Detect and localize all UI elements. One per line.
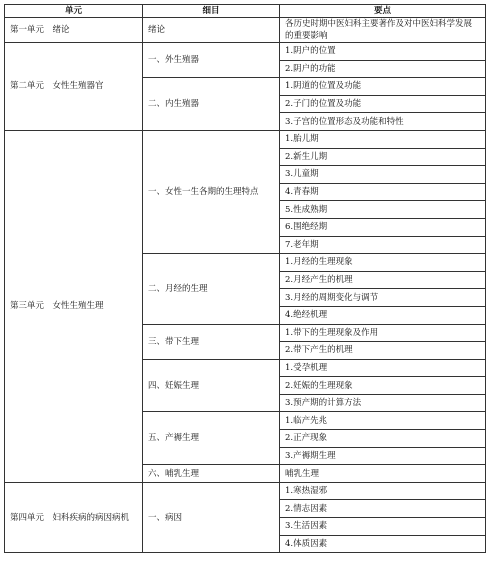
detail-cell: 四、妊娠生理 bbox=[143, 359, 280, 412]
detail-cell: 一、病因 bbox=[143, 482, 280, 552]
detail-cell: 二、月经的生理 bbox=[143, 254, 280, 324]
point-cell: 1.带下的生理现象及作用 bbox=[280, 324, 486, 342]
point-cell: 2.情志因素 bbox=[280, 500, 486, 518]
point-cell: 4.青春期 bbox=[280, 183, 486, 201]
table-row bbox=[5, 130, 486, 148]
point-cell: 1.受孕机理 bbox=[280, 359, 486, 377]
point-cell: 1.月经的生理现象 bbox=[280, 254, 486, 272]
table-row bbox=[5, 18, 486, 43]
point-cell: 1.阴户的位置 bbox=[280, 43, 486, 61]
header-points: 要点 bbox=[280, 5, 486, 18]
syllabus-table bbox=[4, 4, 486, 553]
table-row bbox=[5, 43, 486, 61]
unit-cell: 第三单元 女性生殖生理 bbox=[5, 130, 143, 482]
table-row bbox=[5, 482, 486, 500]
point-cell: 1.胎儿期 bbox=[280, 130, 486, 148]
point-cell: 3.生活因素 bbox=[280, 518, 486, 536]
point-cell: 1.寒热湿邪 bbox=[280, 482, 486, 500]
point-cell: 3.预产期的计算方法 bbox=[280, 394, 486, 412]
unit-cell: 第四单元 妇科疾病的病因病机 bbox=[5, 482, 143, 552]
unit-cell: 第二单元 女性生殖器官 bbox=[5, 43, 143, 131]
point-cell: 2.妊娠的生理现象 bbox=[280, 377, 486, 395]
detail-cell: 六、哺乳生理 bbox=[143, 465, 280, 483]
point-cell: 2.阴户的功能 bbox=[280, 60, 486, 78]
header-detail: 细目 bbox=[143, 5, 280, 18]
point-cell: 4.体质因素 bbox=[280, 535, 486, 553]
point-cell: 2.月经产生的机理 bbox=[280, 271, 486, 289]
point-cell: 3.儿童期 bbox=[280, 166, 486, 184]
point-cell: 2.子门的位置及功能 bbox=[280, 95, 486, 113]
detail-cell: 三、带下生理 bbox=[143, 324, 280, 359]
point-cell: 7.老年期 bbox=[280, 236, 486, 254]
point-cell: 1.阴道的位置及功能 bbox=[280, 78, 486, 96]
detail-cell: 一、外生殖器 bbox=[143, 43, 280, 78]
point-cell: 2.新生儿期 bbox=[280, 148, 486, 166]
table-body bbox=[5, 18, 486, 553]
point-cell: 2.带下产生的机理 bbox=[280, 342, 486, 360]
header-unit: 单元 bbox=[5, 5, 143, 18]
detail-cell: 一、女性一生各期的生理特点 bbox=[143, 130, 280, 253]
point-cell: 3.月经的周期变化与调节 bbox=[280, 289, 486, 307]
detail-cell: 五、产褥生理 bbox=[143, 412, 280, 465]
detail-cell: 二、内生殖器 bbox=[143, 78, 280, 131]
point-cell: 6.围绝经期 bbox=[280, 218, 486, 236]
point-cell: 3.子宫的位置形态及功能和特性 bbox=[280, 113, 486, 131]
point-cell: 哺乳生理 bbox=[280, 465, 486, 483]
point-cell: 各历史时期中医妇科主要著作及对中医妇科学发展的重要影响 bbox=[280, 18, 486, 43]
unit-cell: 第一单元 绪论 bbox=[5, 18, 143, 43]
point-cell: 3.产褥期生理 bbox=[280, 447, 486, 465]
point-cell: 2.正产现象 bbox=[280, 430, 486, 448]
point-cell: 4.绝经机理 bbox=[280, 306, 486, 324]
point-cell: 5.性成熟期 bbox=[280, 201, 486, 219]
table-header-row bbox=[5, 5, 486, 18]
detail-cell: 绪论 bbox=[143, 18, 280, 43]
point-cell: 1.临产先兆 bbox=[280, 412, 486, 430]
